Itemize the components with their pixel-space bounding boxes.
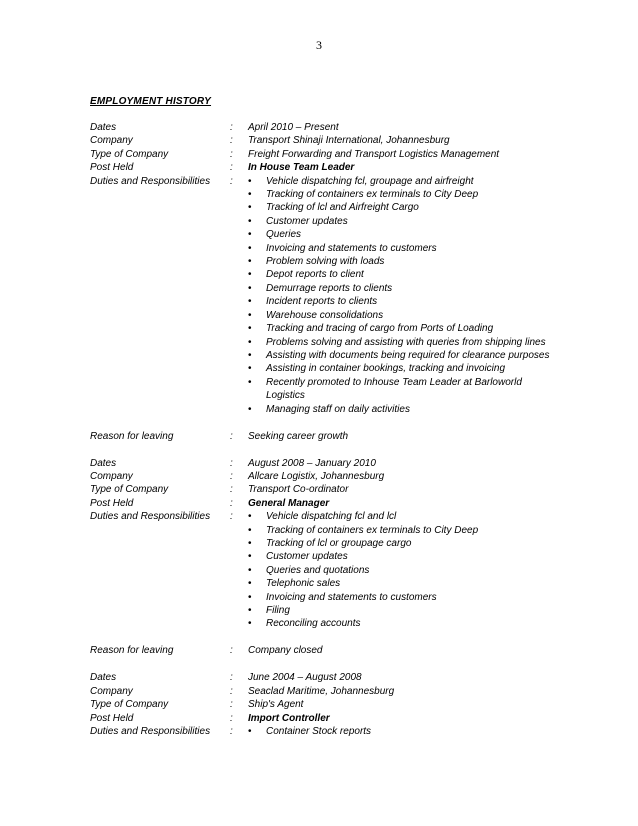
list-item xyxy=(248,524,550,537)
section-heading: EMPLOYMENT HISTORY xyxy=(90,96,212,107)
list-item xyxy=(248,349,550,362)
dates-row-label: Dates xyxy=(90,672,117,684)
duties-row xyxy=(90,510,550,631)
duty-text: Customer updates xyxy=(266,215,348,227)
bullet-icon: • xyxy=(248,511,252,523)
duty-text: Filing xyxy=(266,605,290,616)
employment-history xyxy=(90,121,550,752)
reason-row xyxy=(90,430,550,443)
list-item xyxy=(248,403,550,416)
colon: : xyxy=(230,699,233,711)
company-type-row-value: Freight Forwarding and Transport Logistics Management xyxy=(248,148,500,160)
company-row xyxy=(90,134,550,147)
bullet-icon: • xyxy=(248,189,252,201)
colon: : xyxy=(230,148,233,160)
company-type-row xyxy=(90,483,550,496)
list-item xyxy=(248,255,550,268)
bullet-icon: • xyxy=(248,336,252,348)
dates-row xyxy=(90,671,550,684)
list-item xyxy=(248,577,550,590)
colon: : xyxy=(230,162,233,174)
duty-text: Warehouse consolidations xyxy=(266,309,384,321)
duties-list xyxy=(248,510,550,631)
company-type-row-label: Type of Company xyxy=(90,148,169,160)
company-type-row-label: Type of Company xyxy=(90,484,169,496)
bullet-icon: • xyxy=(248,363,252,375)
duty-text: Vehicle dispatching fcl, groupage and airfreight xyxy=(266,175,474,187)
bullet-icon: • xyxy=(248,605,252,616)
duties-row-label: Duties and Responsibilities xyxy=(90,511,211,523)
colon: : xyxy=(230,672,233,684)
list-item xyxy=(248,322,550,335)
list-item xyxy=(248,604,550,617)
list-item xyxy=(248,617,550,630)
bullet-icon: • xyxy=(248,524,252,536)
post-held-row xyxy=(90,497,550,510)
duty-text: Assisting in container bookings, tracking and invoicing xyxy=(266,363,506,375)
company-row-value: Allcare Logistix, Johannesburg xyxy=(248,470,385,482)
dates-row-value: June 2004 – August 2008 xyxy=(248,672,362,684)
post-held-row-value: General Manager xyxy=(248,497,330,509)
colon: : xyxy=(230,175,233,187)
bullet-icon: • xyxy=(248,564,252,576)
company-row xyxy=(90,470,550,483)
post-held-row-label: Post Held xyxy=(90,162,134,174)
post-held-row-label: Post Held xyxy=(90,712,134,724)
duty-text: Tracking of containers ex terminals to City Deep xyxy=(266,524,479,536)
duty-text: Recently promoted to Inhouse Team Leader at Barloworld Logistics xyxy=(266,376,522,402)
colon: : xyxy=(230,484,233,496)
duty-text: Vehicle dispatching fcl and lcl xyxy=(266,511,397,523)
colon: : xyxy=(230,457,233,469)
duties-list xyxy=(248,725,550,738)
colon: : xyxy=(230,685,233,697)
duties-row-label: Duties and Responsibilities xyxy=(90,726,211,738)
bullet-icon: • xyxy=(248,296,252,308)
duty-text: Telephonic sales xyxy=(266,578,341,590)
colon: : xyxy=(230,726,233,738)
dates-row xyxy=(90,457,550,470)
company-row-label: Company xyxy=(90,470,133,482)
list-item xyxy=(248,362,550,375)
post-held-row xyxy=(90,161,550,174)
duty-text: Tracking of lcl and Airfreight Cargo xyxy=(266,202,419,214)
company-type-row-value: Transport Co-ordinator xyxy=(248,484,349,496)
bullet-icon: • xyxy=(248,551,252,563)
post-held-row-label: Post Held xyxy=(90,497,134,509)
list-item xyxy=(248,295,550,308)
bullet-icon: • xyxy=(248,202,252,214)
colon: : xyxy=(230,511,233,523)
bullet-icon: • xyxy=(248,376,252,388)
bullet-icon: • xyxy=(248,282,252,294)
company-type-row-value: Ship's Agent xyxy=(248,699,304,711)
list-item xyxy=(248,376,550,403)
company-row-label: Company xyxy=(90,685,133,697)
list-item xyxy=(248,188,550,201)
dates-row xyxy=(90,121,550,134)
company-row xyxy=(90,685,550,698)
job-entry xyxy=(90,457,550,631)
duties-row-label: Duties and Responsibilities xyxy=(90,175,211,187)
duties-row xyxy=(90,175,550,416)
dates-row-label: Dates xyxy=(90,122,117,133)
duty-text: Depot reports to client xyxy=(266,269,364,281)
company-type-row xyxy=(90,148,550,161)
list-item xyxy=(248,309,550,322)
post-held-row xyxy=(90,712,550,725)
duty-text: Customer updates xyxy=(266,551,348,563)
list-item xyxy=(248,336,550,349)
list-item xyxy=(248,725,550,738)
list-item xyxy=(248,242,550,255)
bullet-icon: • xyxy=(248,215,252,227)
company-type-row xyxy=(90,698,550,711)
reason-section xyxy=(90,430,550,443)
bullet-icon: • xyxy=(248,309,252,321)
list-item xyxy=(248,591,550,604)
bullet-icon: • xyxy=(248,726,252,738)
duty-text: Invoicing and statements to customers xyxy=(266,591,437,603)
bullet-icon: • xyxy=(248,242,252,254)
colon: : xyxy=(230,470,233,482)
page-number: 3 xyxy=(316,38,322,52)
colon: : xyxy=(230,122,233,133)
company-row-value: Transport Shinaji International, Johannesburg xyxy=(248,135,450,147)
duty-text: Container Stock reports xyxy=(266,726,372,738)
duty-text: Invoicing and statements to customers xyxy=(266,242,437,254)
company-row-value: Seaclad Maritime, Johannesburg xyxy=(248,685,395,697)
colon: : xyxy=(230,497,233,509)
job-entry xyxy=(90,671,550,738)
reason-row-value: Company closed xyxy=(248,645,323,657)
duties-list xyxy=(248,175,550,416)
duty-text: Problem solving with loads xyxy=(266,256,385,268)
bullet-icon: • xyxy=(248,537,252,549)
list-item xyxy=(248,268,550,281)
duty-text: Tracking of lcl or groupage cargo xyxy=(266,537,412,549)
duties-row xyxy=(90,725,550,738)
duty-text: Tracking and tracing of cargo from Ports of Loading xyxy=(266,323,494,335)
duty-text: Queries xyxy=(266,229,302,241)
bullet-icon: • xyxy=(248,403,252,415)
duty-text: Assisting with documents being required for clearance purposes xyxy=(266,349,550,361)
dates-row-value: April 2010 – Present xyxy=(248,122,339,133)
list-item xyxy=(248,564,550,577)
colon: : xyxy=(230,645,233,657)
list-item xyxy=(248,215,550,228)
list-item xyxy=(248,175,550,188)
list-item xyxy=(248,201,550,214)
reason-row-label: Reason for leaving xyxy=(90,645,174,657)
bullet-icon: • xyxy=(248,229,252,241)
colon: : xyxy=(230,135,233,147)
reason-row-label: Reason for leaving xyxy=(90,430,174,442)
reason-section xyxy=(90,644,550,657)
bullet-icon: • xyxy=(248,175,252,187)
duty-text: Tracking of containers ex terminals to City Deep xyxy=(266,189,479,201)
list-item xyxy=(248,510,550,523)
duty-text: Problems solving and assisting with queries from shipping lines xyxy=(266,336,546,348)
dates-row-label: Dates xyxy=(90,457,117,469)
post-held-row-value: Import Controller xyxy=(248,712,330,724)
duty-text: Managing staff on daily activities xyxy=(266,403,410,415)
list-item xyxy=(248,537,550,550)
duty-text: Queries and quotations xyxy=(266,564,370,576)
post-held-row-value: In House Team Leader xyxy=(248,162,355,174)
bullet-icon: • xyxy=(248,269,252,281)
dates-row-value: August 2008 – January 2010 xyxy=(248,457,376,469)
company-row-label: Company xyxy=(90,135,133,147)
list-item xyxy=(248,550,550,563)
job-entry xyxy=(90,121,550,416)
bullet-icon: • xyxy=(248,578,252,590)
duty-text: Demurrage reports to clients xyxy=(266,282,393,294)
colon: : xyxy=(230,712,233,724)
reason-row-value: Seeking career growth xyxy=(248,430,349,442)
list-item xyxy=(248,228,550,241)
bullet-icon: • xyxy=(248,256,252,268)
bullet-icon: • xyxy=(248,349,252,361)
company-type-row-label: Type of Company xyxy=(90,699,169,711)
bullet-icon: • xyxy=(248,618,252,630)
bullet-icon: • xyxy=(248,323,252,335)
colon: : xyxy=(230,430,233,442)
duty-text: Incident reports to clients xyxy=(266,296,378,308)
list-item xyxy=(248,282,550,295)
duty-text: Reconciling accounts xyxy=(266,618,361,630)
bullet-icon: • xyxy=(248,591,252,603)
reason-row xyxy=(90,644,550,657)
